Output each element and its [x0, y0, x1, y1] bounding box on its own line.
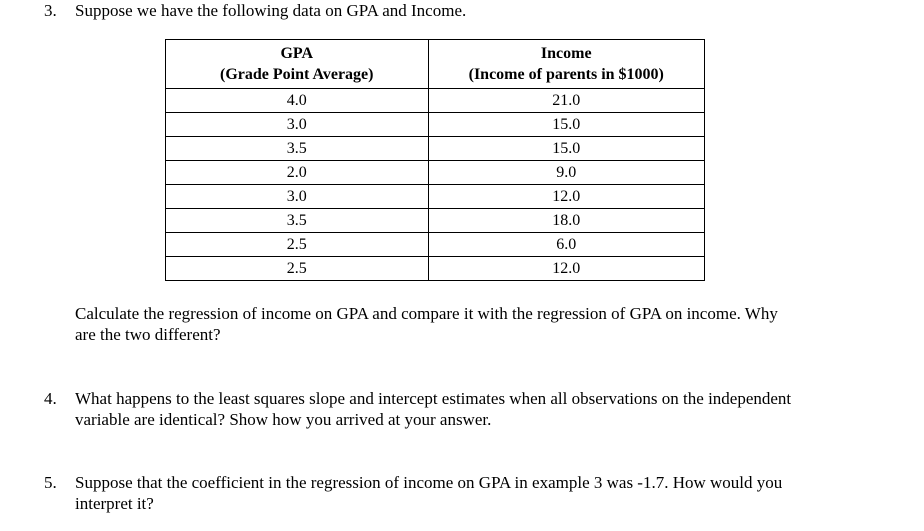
question-5-text-line-2: interpret it?: [75, 494, 154, 513]
question-3-intro: Suppose we have the following data on GPA and Income.: [75, 1, 467, 20]
table-row: [166, 209, 705, 233]
gpa-income-table: [165, 39, 705, 281]
table-row: [166, 161, 705, 185]
income-cell: 21.0: [428, 89, 704, 113]
question-4-number: 4.: [44, 389, 57, 408]
income-cell: 6.0: [428, 233, 704, 257]
question-3-text-line-2: are the two different?: [75, 325, 221, 344]
table-row: [166, 185, 705, 209]
gpa-cell: 3.5: [166, 209, 429, 233]
gpa-cell: 2.0: [166, 161, 429, 185]
table-row: [166, 113, 705, 137]
table-row: [166, 89, 705, 113]
question-5-number: 5.: [44, 473, 57, 492]
table-row: [166, 137, 705, 161]
table-row: [166, 257, 705, 281]
gpa-cell: 3.0: [166, 113, 429, 137]
gpa-header-subtitle: (Grade Point Average): [220, 66, 374, 83]
question-4-text-line-1: What happens to the least squares slope and intercept estimates when all observations on the independent: [75, 389, 792, 408]
income-header-subtitle: (Income of parents in $1000): [468, 66, 664, 83]
income-cell: 9.0: [428, 161, 704, 185]
income-column-header: [428, 40, 704, 89]
income-cell: 15.0: [428, 113, 704, 137]
gpa-cell: 3.0: [166, 185, 429, 209]
income-header-title: Income: [540, 45, 592, 62]
income-cell: 12.0: [428, 257, 704, 281]
gpa-cell: 2.5: [166, 233, 429, 257]
gpa-cell: 3.5: [166, 137, 429, 161]
table-row: [166, 233, 705, 257]
question-5-text-line-1: Suppose that the coefficient in the regression of income on GPA in example 3 was -1.7. How would you: [75, 473, 783, 492]
gpa-cell: 2.5: [166, 257, 429, 281]
gpa-cell: 4.0: [166, 89, 429, 113]
question-3-number: 3.: [44, 1, 57, 20]
income-cell: 18.0: [428, 209, 704, 233]
gpa-header-title: GPA: [280, 45, 314, 62]
question-4-text-line-2: variable are identical? Show how you arrived at your answer.: [75, 410, 492, 429]
gpa-column-header: [166, 40, 429, 89]
income-cell: 15.0: [428, 137, 704, 161]
table-header-row: [166, 40, 705, 89]
question-3-text-line-1: Calculate the regression of income on GPA and compare it with the regression of GPA on income. Why: [75, 304, 778, 323]
income-cell: 12.0: [428, 185, 704, 209]
